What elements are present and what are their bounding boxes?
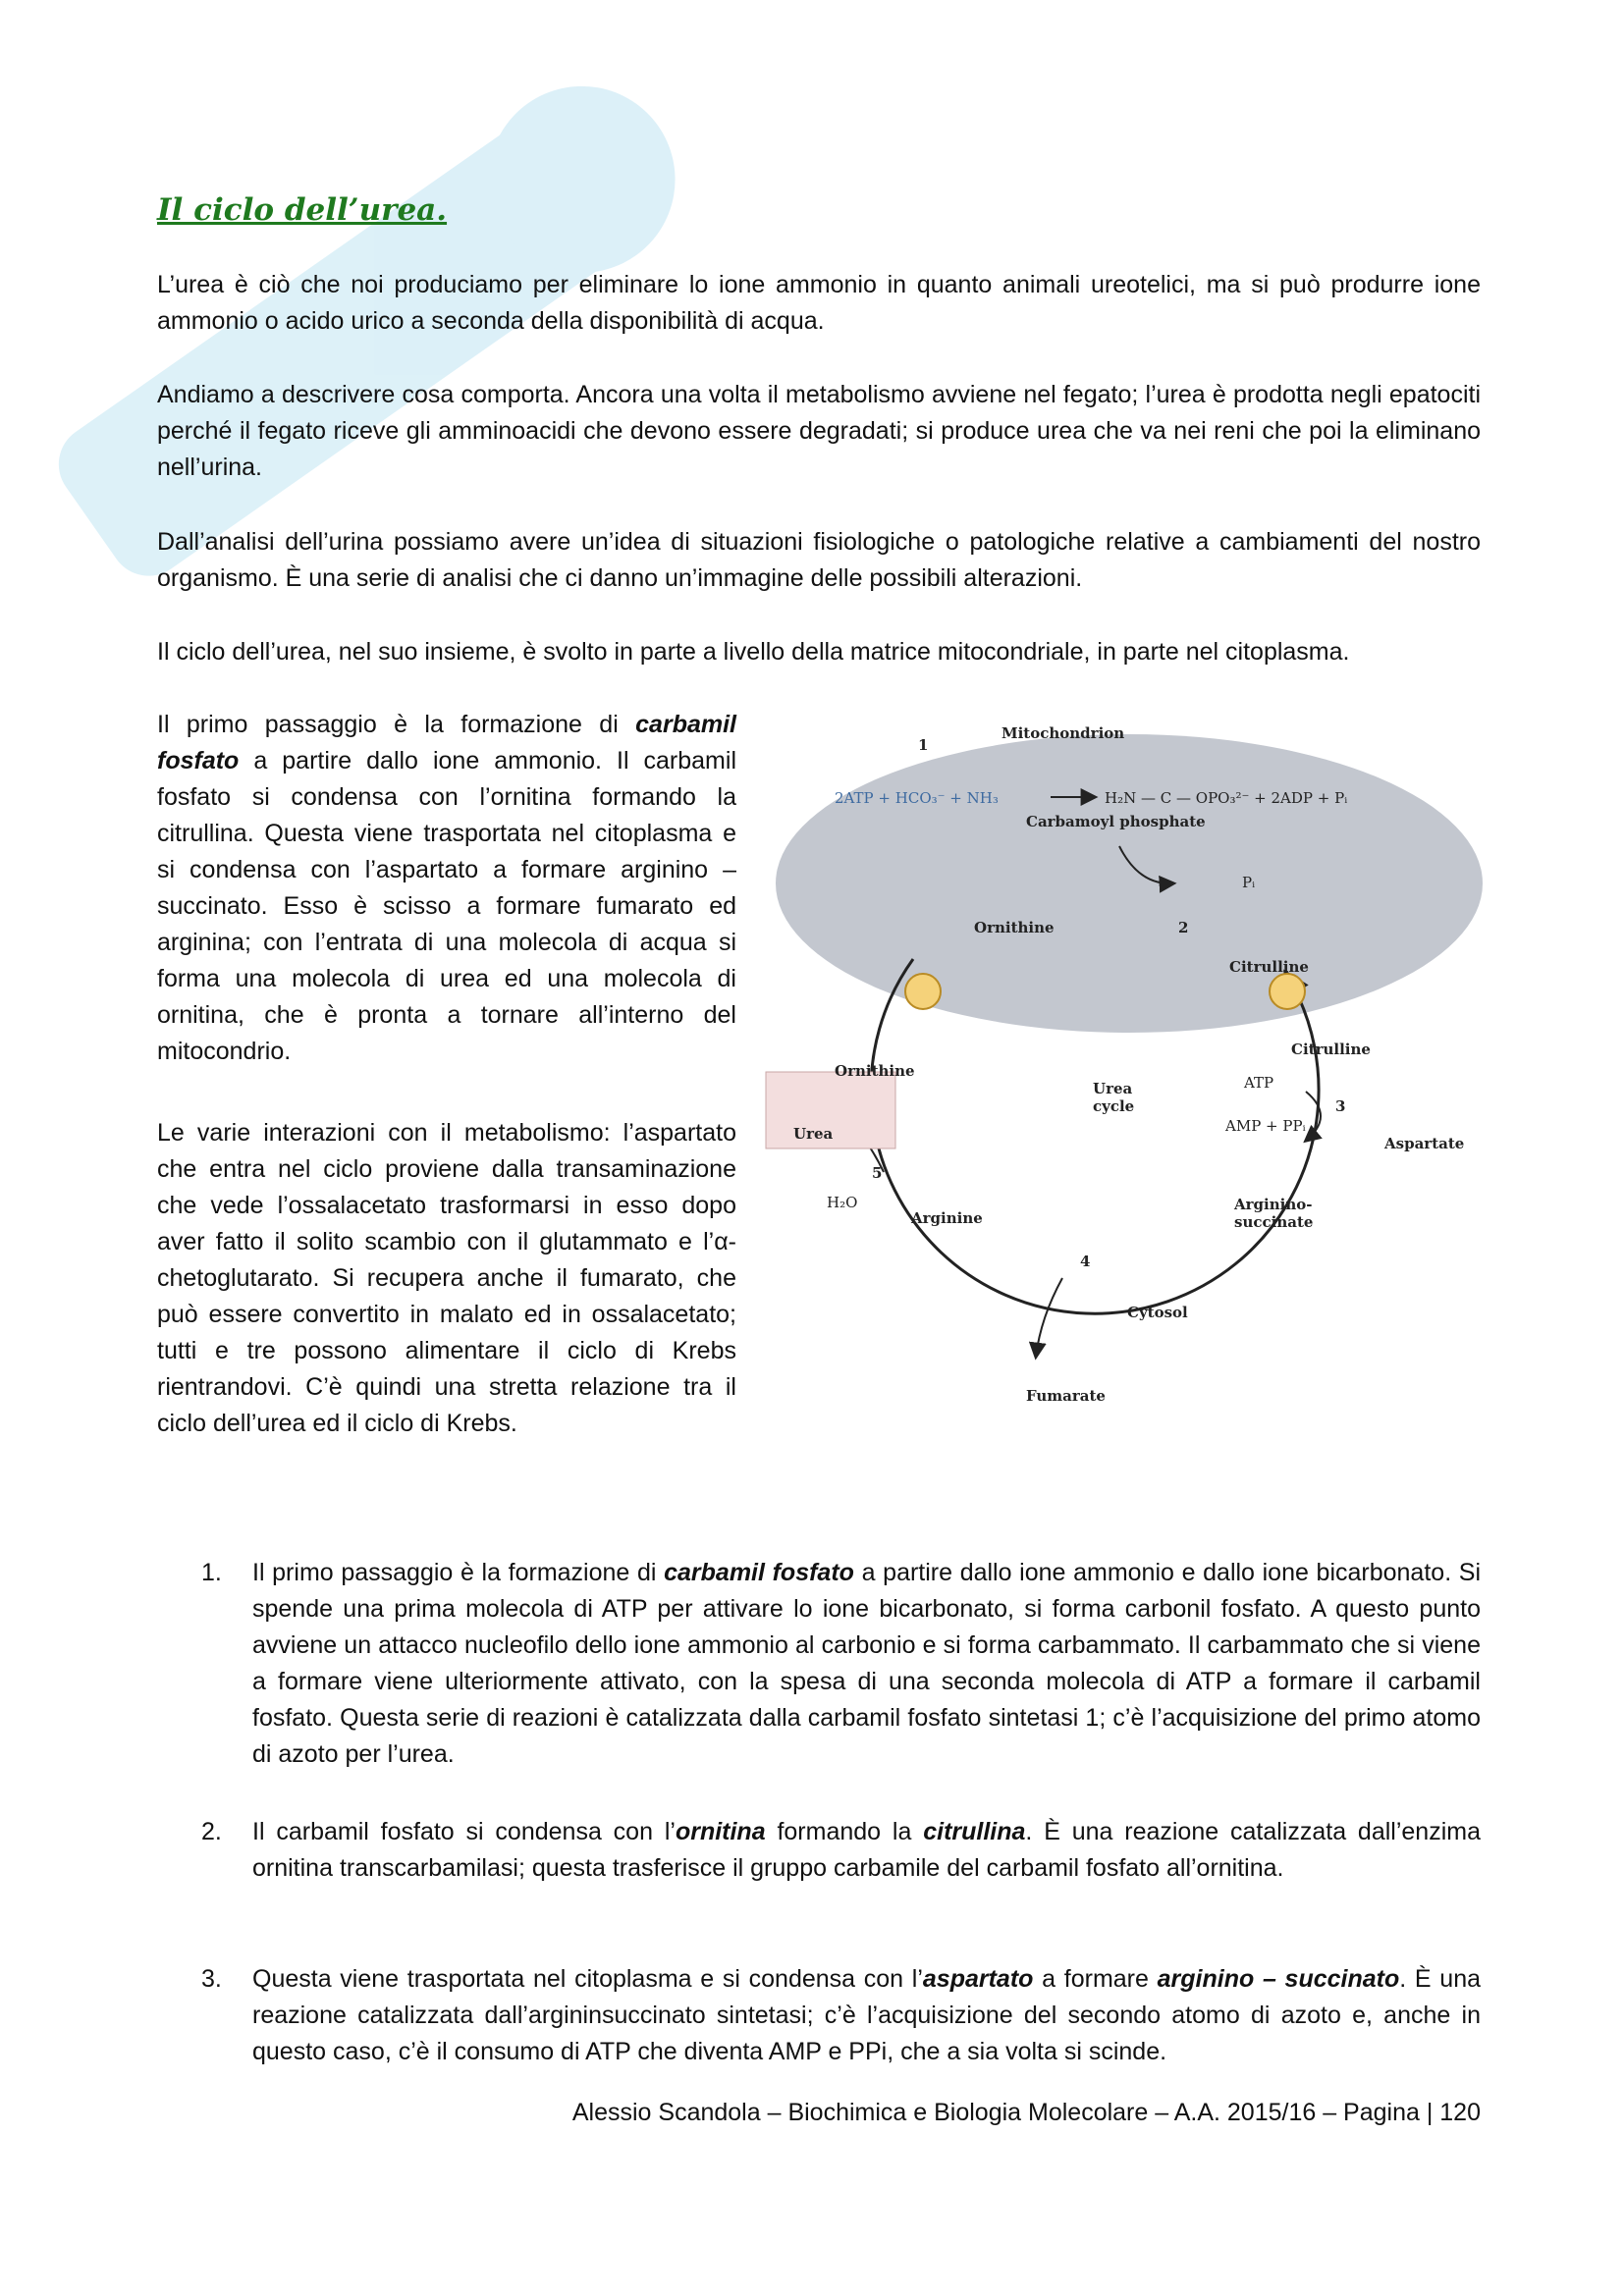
label-argininosuccinate-2: succinate (1234, 1213, 1314, 1231)
label-ornithine-cyto: Ornithine (835, 1062, 915, 1080)
term-ornitina: ornitina (675, 1818, 766, 1845)
term-carbamil-fosfato: carbamil fosfato (664, 1559, 854, 1586)
step-4: 4 (1080, 1253, 1091, 1270)
urea-cycle-svg (756, 709, 1490, 1502)
paragraph-location: Il ciclo dell’urea, nel suo insieme, è svolto in parte a livello della matrice mitocondriale, in parte nel citoplasma. (157, 638, 1350, 666)
term-arginino-succinato: arginino – succinato (1157, 1965, 1400, 1993)
paragraph-intro: L’urea è ciò che noi produciamo per eliminare lo ione ammonio in quanto animali ureotelici, ma si può produrre ione ammonio o acido urico a seconda della disponibilità di acqua. (157, 271, 1481, 335)
label-ornithine-mito: Ornithine (974, 919, 1055, 936)
urea-cycle-diagram (756, 709, 1490, 1502)
label-aspartate: Aspartate (1384, 1135, 1465, 1152)
text-run: Il primo passaggio è la formazione di (252, 1559, 657, 1586)
page-title: Il ciclo dell’urea. (157, 192, 448, 228)
term-carbamil-fosfato: carbamil fosfato (157, 711, 736, 774)
label-urea-cycle-1: Urea (1093, 1080, 1133, 1097)
list-text (252, 1814, 1481, 1887)
citrulline-transporter (1270, 974, 1305, 1009)
list-number: 2. (201, 1818, 222, 1845)
label-cytosol: Cytosol (1127, 1304, 1188, 1321)
text-run: Il primo passaggio è la formazione di (157, 711, 619, 738)
label-amp-ppi: AMP + PPᵢ (1225, 1117, 1306, 1135)
label-citrulline-mito: Citrulline (1229, 958, 1309, 976)
paragraph-urine: Dall’analisi dell’urina possiamo avere un’idea di situazioni fisiologiche o patologiche relative a cambiamenti del nostro organismo. È una serie di analisi che ci danno un’immagine delle possibili alterazioni. (157, 528, 1481, 592)
text-run: Questa viene trasportata nel citoplasma e si condensa con l’ (252, 1965, 923, 1993)
list-text (252, 1961, 1481, 2070)
label-urea: Urea (793, 1125, 834, 1143)
paragraph-first-step (157, 707, 736, 1070)
list-text (252, 1555, 1481, 1773)
step-1: 1 (918, 736, 929, 754)
list-item-3 (201, 1961, 1481, 2070)
text-run: a formare (1042, 1965, 1149, 1993)
mitochondrion-shape (776, 734, 1483, 1033)
list-number: 3. (201, 1965, 222, 1993)
paragraph-liver: Andiamo a descrivere cosa comporta. Ancora una volta il metabolismo avviene nel fegato; l’urea è prodotta negli epatociti perché il fegato riceve gli amminoacidi che devono essere degradati; si produce urea che va nei reni che poi la eliminano nell’urina. (157, 381, 1481, 481)
label-fumarate: Fumarate (1026, 1387, 1106, 1405)
text-run: formando la (777, 1818, 912, 1845)
fumarate-arrow (1036, 1278, 1062, 1357)
list-item-2 (201, 1814, 1481, 1887)
label-pi: Pᵢ (1242, 874, 1256, 891)
text-run: . È una reazione catalizzata dall’enzima ornitina transcarbamilasi; questa trasferisce il gruppo carbamile del carbamil fosfato all’ornitina. (252, 1818, 1481, 1882)
label-arginine: Arginine (911, 1209, 983, 1227)
label-mitochondrion: Mitochondrion (1001, 724, 1125, 742)
paragraph-interactions: Le varie interazioni con il metabolismo: l’aspartato che entra nel ciclo proviene dalla transaminazione che vede l’ossalacetato trasformarsi in esso dopo aver fatto il solito scambio con il glutammato e l’α-chetoglutarato. Si recupera anche il fumarato, che può essere convertito in malato ed in ossalacetato; tutti e tre possono alimentare il ciclo di Krebs rientrandovi. C’è quindi una stretta relazione tra il ciclo dell’urea ed il ciclo di Krebs. (157, 1119, 736, 1437)
list-number: 1. (201, 1559, 222, 1586)
label-atp: ATP (1244, 1074, 1274, 1092)
text-run: . È una reazione catalizzata dall’argininsuccinato sintetasi; c’è l’acquisizione del secondo atomo di azoto e, anche in questo caso, c’è il consumo di ATP che diventa AMP e PPi, che a sia volta si scinde. (252, 1965, 1481, 2065)
term-citrullina: citrullina (923, 1818, 1026, 1845)
label-citrulline-cyto: Citrulline (1291, 1041, 1371, 1058)
label-water: H₂O (827, 1194, 858, 1211)
ornithine-transporter (905, 974, 941, 1009)
list-item-1 (201, 1555, 1481, 1773)
text-run: Il carbamil fosfato si condensa con l’ (252, 1818, 676, 1845)
label-step1-products: H₂N — C — OPO₃²⁻ + 2ADP + Pᵢ (1105, 789, 1348, 807)
label-carbamoyl-phosphate: Carbamoyl phosphate (1026, 813, 1206, 830)
text-run: a partire dallo ione ammonio e dallo ione bicarbonato. Si spende una prima molecola di ATP per attivare lo ione bicarbonato, si forma carbonil fosfato. A questo punto avviene un attacco nucleofilo dello ione ammonio al carbonio e si forma carbammato. Il carbammato che si viene a formare viene ulteriormente attivato, con la spesa di una seconda molecola di ATP a formare il carbamil fosfato. Questa serie di reazioni è catalizzata dalla carbamil fosfato sintetasi 1; c’è l’acquisizione del primo atomo di azoto per l’urea. (252, 1559, 1482, 1768)
text-run: a partire dallo ione ammonio. Il carbamil fosfato si condensa con l’ornitina formando la citrullina. Questa viene trasportata nel citoplasma e si condensa con l’aspartato a formare arginino – succinato. Esso è scisso a formare fumarato ed arginina; con l’entrata di una molecola di acqua si forma una molecola di urea ed una molecola di ornitina, che è pronta a tornare all’interno del mitocondrio. (157, 747, 736, 1065)
label-step1-substrates: 2ATP + HCO₃⁻ + NH₃ (835, 789, 999, 807)
step-5: 5 (872, 1164, 883, 1182)
step-3: 3 (1335, 1097, 1346, 1115)
step-2: 2 (1178, 919, 1189, 936)
label-urea-cycle-2: cycle (1093, 1097, 1135, 1115)
term-aspartato: aspartato (922, 1965, 1034, 1993)
page-footer: Alessio Scandola – Biochimica e Biologia Molecolare – A.A. 2015/16 – Pagina | 120 (571, 2099, 1481, 2126)
label-argininosuccinate-1: Arginino- (1234, 1196, 1313, 1213)
